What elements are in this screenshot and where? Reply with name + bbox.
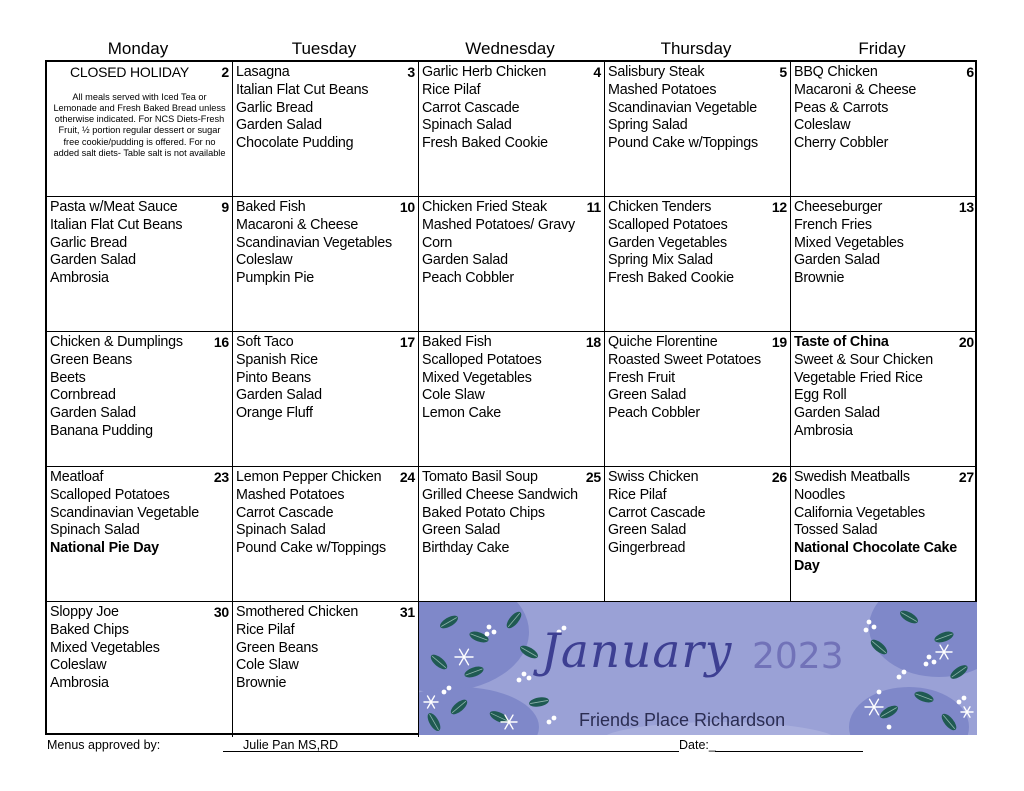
menu-item: Coleslaw [794,117,851,134]
menu-item: Cole Slaw [236,657,299,674]
menu-item: Carrot Cascade [608,504,706,521]
menu-item: Mashed Potatoes [608,81,717,98]
date-line [715,751,863,752]
day-number: 17 [399,334,415,350]
menu-item: Mixed Vegetables [50,639,160,656]
menu-item: Pinto Beans [236,369,311,386]
day-number: 23 [213,469,229,485]
day-cell-25 [419,467,605,602]
menu-item: Garden Salad [794,252,880,269]
banner-month: January [541,624,733,679]
day-cell-23 [47,467,233,602]
menu-item: Coleslaw [50,657,107,674]
menu-item: Garden Vegetables [608,234,728,251]
menu-item: Green Salad [608,522,687,539]
menu-item: Soft Taco [236,334,294,350]
menu-item: Orange Fluff [236,405,313,422]
day-cell-31 [233,602,419,737]
banner-location: Friends Place Richardson [579,710,786,730]
menu-item: Chocolate Pudding [236,135,354,152]
menu-item: Pound Cake w/Toppings [608,135,758,152]
day-number: 3 [407,64,415,80]
menu-item: National Chocolate Cake Day [794,540,958,574]
day-number: 26 [771,469,787,485]
day-number: 27 [958,469,974,485]
menu-item: Rice Pilaf [422,81,481,98]
day-number: 25 [585,469,601,485]
menu-item: Spring Mix Salad [608,252,713,269]
menu-item: Baked Chips [50,621,129,638]
day-cell-16 [47,332,233,467]
menu-item: Rice Pilaf [236,621,295,638]
menu-item: Quiche Florentine [608,334,718,350]
approver-name: Julie Pan MS,RD [243,738,339,752]
menu-item: Noodles [794,486,846,503]
signature-line [223,751,679,752]
menu-item: Fresh Fruit [608,369,675,386]
meal-policy-note: All meals served with Iced Tea or Lemonade and Fresh Baked Bread unless otherwise indicated. For NCS Diets-Fresh Fruit, ½ portion regular dessert or sugar free cookie/pudding is offered. For no added salt diets- Table salt is not available [53,91,226,158]
menu-item: Baked Fish [422,334,492,350]
day-cell-18 [419,332,605,467]
day-cell-20 [791,332,977,467]
menu-item: Ambrosia [794,422,853,439]
menu-item: Birthday Cake [422,540,510,557]
menu-item: Lemon Cake [422,405,502,422]
menu-item: Grilled Cheese Sandwich [422,486,578,503]
menu-item: Green Beans [236,639,319,656]
menu-item: Sweet & Sour Chicken [794,351,934,368]
menu-item: Coleslaw [236,252,293,269]
day-number: 13 [958,199,974,215]
menu-item: Scalloped Potatoes [422,351,542,368]
day-cell-5 [605,62,791,197]
menu-item: Spinach Salad [422,117,512,134]
menu-item: Lemon Pepper Chicken [236,469,382,485]
menu-item: Swedish Meatballs [794,469,910,485]
menu-item: Garden Salad [794,405,880,422]
day-number: 11 [586,199,601,215]
menu-item: Scandinavian Vegetable [608,99,758,116]
menu-item: Green Salad [608,387,687,404]
menu-item: Carrot Cascade [422,99,520,116]
menu-item: Italian Flat Cut Beans [50,216,183,233]
menu-item: Mixed Vegetables [794,234,904,251]
menu-item: Garden Salad [236,117,322,134]
menu-item: Mashed Potatoes/ Gravy [422,216,575,233]
menu-item: Tossed Salad [794,522,878,539]
day-number: 5 [779,64,787,80]
weekday-header-friday: Friday [858,39,906,58]
weekday-header-monday: Monday [107,39,169,58]
menu-item: Ambrosia [50,675,109,692]
day-cell-19 [605,332,791,467]
menu-item: Pound Cake w/Toppings [236,540,386,557]
date-label: Date:_ [679,738,716,752]
menu-calendar-grid [45,60,977,735]
menu-item: Cole Slaw [422,387,485,404]
menu-item: Sloppy Joe [50,604,119,620]
approval-footer [47,738,716,752]
day-cell-17 [233,332,419,467]
menu-item: Swiss Chicken [608,469,699,485]
day-cell-10 [233,197,419,332]
menu-item: Spinach Salad [50,522,140,539]
menu-item: Scalloped Potatoes [50,486,170,503]
menu-item: California Vegetables [794,504,925,521]
menu-item: Fresh Baked Cookie [608,270,734,287]
day-cell-6 [791,62,977,197]
menu-item: Pumpkin Pie [236,270,315,287]
menu-item: Scalloped Potatoes [608,216,728,233]
day-cell-3 [233,62,419,197]
menu-item: Scandinavian Vegetables [236,234,392,251]
menu-item: BBQ Chicken [794,64,878,80]
day-cell-27 [791,467,977,602]
menu-item: Chicken Fried Steak [422,199,547,215]
day-number: 18 [585,334,601,350]
menu-item: Smothered Chicken [236,604,359,620]
day-number: 6 [966,64,974,80]
menu-item: Roasted Sweet Potatoes [608,351,761,368]
menu-item: French Fries [794,216,872,233]
day-number: 16 [213,334,229,350]
menu-item: Cornbread [50,387,116,404]
banner-year: 2023 [752,636,844,677]
menu-item: Garlic Bread [236,99,314,116]
day-number: 2 [221,64,229,80]
menu-item: Gingerbread [608,540,686,557]
menu-item: Spinach Salad [236,522,326,539]
weekday-header-tuesday: Tuesday [291,39,357,58]
day-cell-24 [233,467,419,602]
day-number: 19 [771,334,787,350]
day-cell-11 [419,197,605,332]
menu-item: Macaroni & Cheese [236,216,359,233]
menu-item: Ambrosia [50,270,109,287]
menu-item: Fresh Baked Cookie [422,135,548,152]
menu-item: Spring Salad [608,117,688,134]
menu-item: Spanish Rice [236,351,318,368]
menu-item: Baked Potato Chips [422,504,545,521]
day-cell-13 [791,197,977,332]
menu-item: Peach Cobbler [422,270,514,287]
menu-item: Beets [50,369,86,386]
month-banner [419,602,977,735]
day-cell-30 [47,602,233,737]
menu-item: Peas & Carrots [794,99,889,116]
day-number: 24 [399,469,415,485]
menu-item: Peach Cobbler [608,405,700,422]
menu-item: Banana Pudding [50,422,153,439]
menu-item: Baked Fish [236,199,306,215]
menu-item: Meatloaf [50,469,104,485]
day-number: 12 [771,199,787,215]
menu-item: Brownie [236,675,287,692]
menu-item: Tomato Basil Soup [422,469,538,485]
menu-item: Chicken & Dumplings [50,334,183,350]
menu-item: Scandinavian Vegetable [50,504,200,521]
menu-item: Vegetable Fried Rice [794,369,923,386]
day-cell-9 [47,197,233,332]
menu-item: Cherry Cobbler [794,135,889,152]
day-cell-4 [419,62,605,197]
day-cell-12 [605,197,791,332]
menu-item: Pasta w/Meat Sauce [50,199,178,215]
menu-item: Garden Salad [422,252,508,269]
menu-item: Mashed Potatoes [236,486,345,503]
menu-item: Garden Salad [50,252,136,269]
menu-item: Garlic Herb Chicken [422,64,547,80]
menu-item: Garlic Bread [50,234,128,251]
holiday-title: CLOSED HOLIDAY [69,64,190,80]
day-number: 10 [399,199,415,215]
day-number: 31 [399,604,415,620]
menu-item: Taste of China [794,334,889,350]
menu-item: Garden Salad [50,405,136,422]
menu-item: Brownie [794,270,845,287]
day-cell-26 [605,467,791,602]
menu-item: Rice Pilaf [608,486,667,503]
menu-item: National Pie Day [50,540,159,557]
day-number: 4 [593,64,601,80]
menu-item: Egg Roll [794,387,847,404]
menu-item: Carrot Cascade [236,504,334,521]
menu-item: Salisbury Steak [608,64,705,80]
menu-item: Green Salad [422,522,501,539]
day-number: 30 [213,604,229,620]
menu-item: Corn [422,234,453,251]
menu-item: Cheeseburger [794,199,883,215]
day-number: 20 [958,334,974,350]
menu-item: Lasagna [236,64,290,80]
weekday-header-wednesday: Wednesday [465,39,555,58]
menu-item: Chicken Tenders [608,199,712,215]
weekday-header-thursday: Thursday [660,39,732,58]
menu-item: Italian Flat Cut Beans [236,81,369,98]
menu-item: Green Beans [50,351,133,368]
menu-item: Macaroni & Cheese [794,81,917,98]
menu-item: Mixed Vegetables [422,369,532,386]
day-number: 9 [221,199,229,215]
day-cell-holiday [47,62,233,197]
approved-by-label: Menus approved by: [47,738,161,752]
menu-item: Garden Salad [236,387,322,404]
